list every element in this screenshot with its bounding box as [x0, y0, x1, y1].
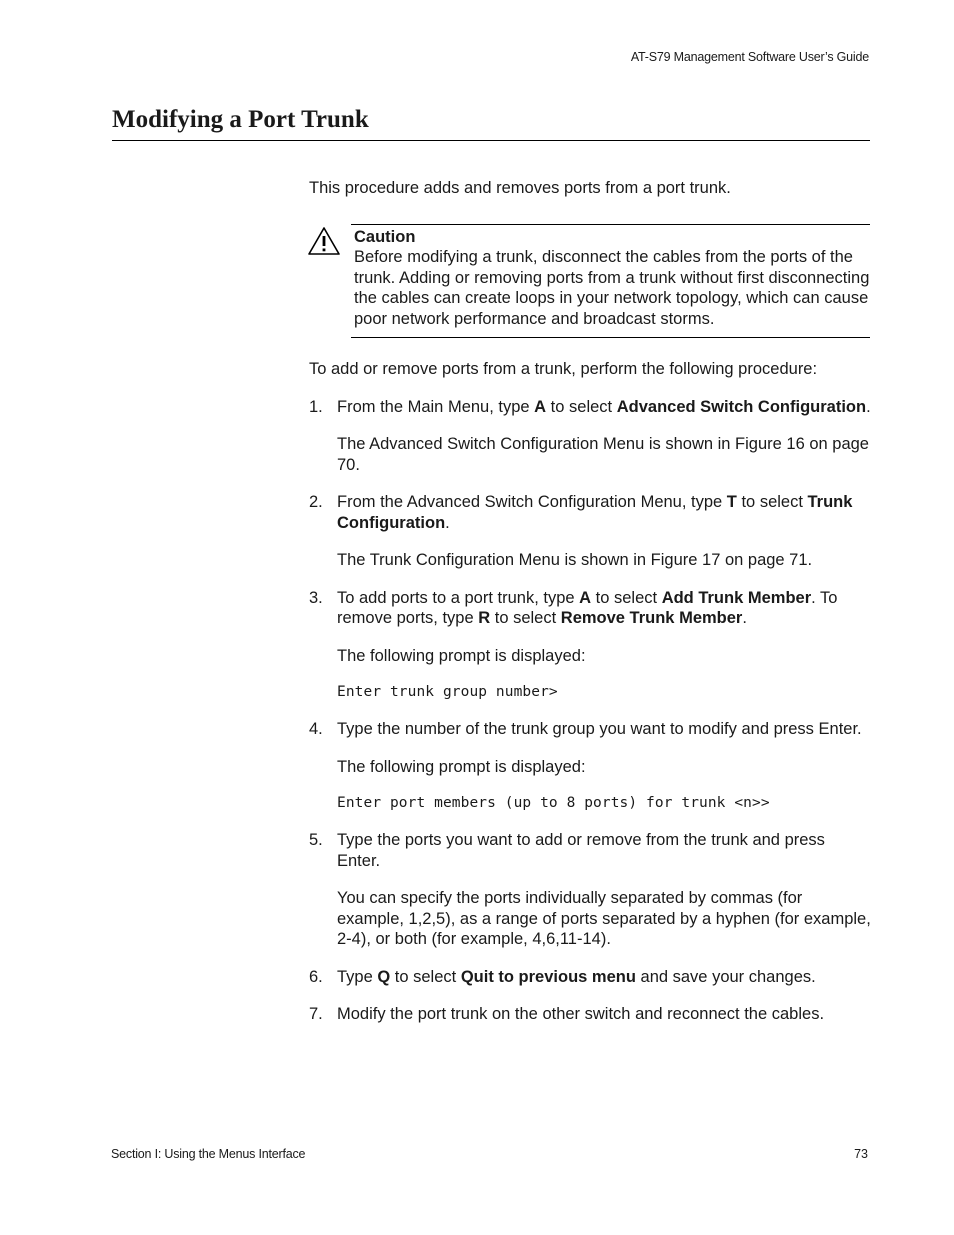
step-text: Type the number of the trunk group you want to modify and press Enter.: [337, 720, 862, 738]
step-note: The Advanced Switch Configuration Menu is shown in Figure 16 on page 70.: [337, 435, 869, 474]
caution-box: [351, 224, 870, 339]
footer-section: Section I: Using the Menus Interface: [111, 1147, 306, 1161]
step-note: You can specify the ports individually separated by commas (for example, 1,2,5), as a range of ports separated by a hyphen (for example, 2-4), or both (for example, 4,6,11-14).: [337, 889, 871, 948]
code-prompt: Enter trunk group number>: [337, 684, 558, 700]
step-number: 4.: [309, 720, 323, 738]
step-text: Type Q to select Quit to previous menu and save your changes.: [337, 967, 816, 986]
page-number: 73: [854, 1147, 868, 1161]
list-item: [309, 1004, 871, 1025]
page-title: Modifying a Port Trunk: [112, 106, 369, 133]
list-item: [309, 967, 871, 988]
caution-title: Caution: [354, 227, 416, 246]
list-item: [309, 830, 871, 950]
step-number: 5.: [309, 831, 323, 849]
procedure-steps: [309, 397, 871, 1025]
procedure-lead: To add or remove ports from a trunk, perform the following procedure:: [309, 360, 818, 378]
list-item: [309, 397, 871, 476]
list-item: [309, 719, 871, 813]
step-number: 7.: [309, 1005, 323, 1023]
intro-paragraph: This procedure adds and removes ports from a port trunk.: [309, 179, 731, 197]
step-note: The following prompt is displayed:: [337, 646, 586, 665]
title-rule: [112, 140, 870, 141]
list-item: [309, 492, 871, 571]
list-item: [309, 588, 871, 703]
step-note: The Trunk Configuration Menu is shown in Figure 17 on page 71.: [337, 551, 813, 569]
step-note: The following prompt is displayed:: [337, 757, 586, 776]
step-text: From the Main Menu, type A to select Advanced Switch Configuration.: [337, 397, 871, 416]
code-prompt: Enter port members (up to 8 ports) for trunk <n>>: [337, 795, 770, 811]
caution-text: Before modifying a trunk, disconnect the cables from the ports of the trunk. Adding or removing ports from a trunk without first disconnecting the cables can create loops in your network topology, which can cause poor network performance and broadcast storms.: [354, 248, 870, 328]
step-text: Type the ports you want to add or remove from the trunk and press Enter.: [337, 831, 825, 870]
running-header: AT-S79 Management Software User’s Guide: [630, 50, 869, 64]
step-text: From the Advanced Switch Configuration Menu, type T to select Trunk Configuration.: [337, 493, 853, 532]
warning-triangle-icon: [307, 226, 341, 256]
step-number: 1.: [309, 397, 323, 416]
step-text: Modify the port trunk on the other switch and reconnect the cables.: [337, 1005, 825, 1023]
step-text: To add ports to a port trunk, type A to select Add Trunk Member. To remove ports, type R to select Remove Trunk Member.: [337, 588, 838, 627]
step-number: 6.: [309, 967, 323, 986]
step-number: 3.: [309, 588, 323, 607]
body-content: [309, 178, 871, 1042]
step-number: 2.: [309, 493, 323, 511]
